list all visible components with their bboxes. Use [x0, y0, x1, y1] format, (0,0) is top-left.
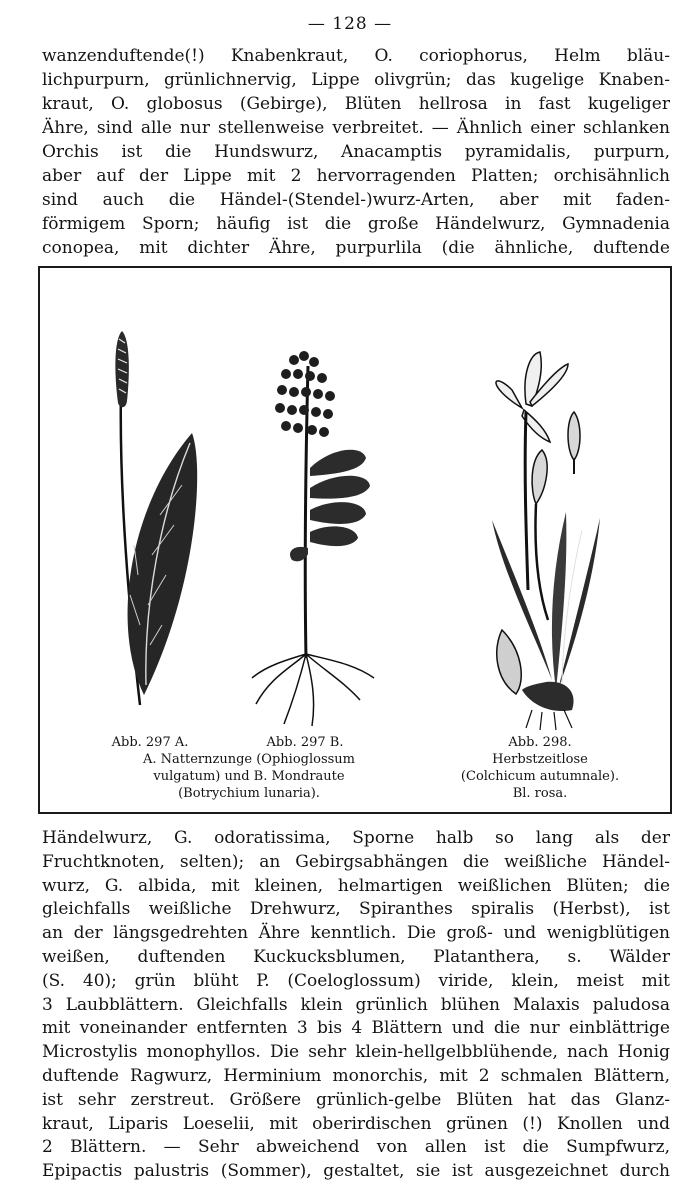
text-line: Epipactis palustris (Sommer), gestaltet, sie ist ausgezeichnet durch	[42, 1161, 670, 1182]
text-line: Händelwurz, G. odoratissima, Sporne halb so lang als der	[42, 828, 670, 848]
figure-297-caption	[104, 751, 394, 802]
text-line: conopea, mit dichter Ähre, purpurlila (die ähnliche, duftende	[42, 238, 670, 258]
top-text-block	[42, 44, 670, 260]
caption-line: Abb. 297 A.	[111, 735, 189, 750]
caption-line: Bl. rosa.	[512, 786, 568, 801]
caption-line: vulgatum) und B. Mondraute	[153, 769, 345, 784]
text-line: 3 Laubblättern. Gleichfalls klein grünlich blühen Malaxis paludosa	[42, 994, 670, 1015]
figure-298-caption	[430, 734, 650, 802]
caption-line: (Botrychium lunaria).	[178, 786, 320, 801]
text-line: Microstylis monophyllos. Die sehr klein-hellgelbblühende, nach Honig	[42, 1042, 670, 1063]
text-line: lichpurpurn, grünlichnervig, Lippe olivgrün; das kugelige Knaben-	[42, 70, 670, 90]
text-line: sind auch die Händel-(Stendel-)wurz-Arten, aber mit faden-	[42, 190, 670, 210]
text-line: Ähre, sind alle nur stellenweise verbreitet. — Ähnlich einer schlanken	[42, 118, 670, 138]
adders-tongue-illustration	[100, 325, 210, 715]
caption-line: Herbstzeitlose	[492, 752, 588, 767]
caption-line: (Colchicum autumnale).	[460, 769, 620, 784]
text-line: wurz, G. albida, mit kleinen, helmartigen weißlichen Blüten; die	[42, 875, 670, 896]
text-line: förmigem Sporn; häufig ist die große Händelwurz, Gymnadenia	[42, 214, 670, 234]
caption-line: Abb. 298.	[508, 735, 572, 750]
text-line: kraut, Liparis Loeselii, mit oberirdischen grünen (!) Knollen und	[42, 1113, 670, 1134]
text-line: Fruchtknoten, selten); an Gebirgsabhängen die weißliche Händel-	[42, 851, 670, 872]
text-line: an der längsgedrehten Ähre kenntlich. Die groß- und wenigblütigen	[42, 923, 670, 944]
caption-line: A. Natternzunge (Ophioglossum	[142, 752, 355, 767]
caption-line: Abb. 297 B.	[266, 735, 344, 750]
moonwort-illustration	[250, 348, 380, 728]
page-number-dash-right: —	[367, 14, 393, 34]
text-line: ist sehr zerstreut. Größere grünlich-gelbe Blüten hat das Glanz-	[42, 1089, 670, 1110]
text-line: weißen, duftenden Kuckucksblumen, Platanthera, s. Wälder	[42, 946, 670, 967]
text-line: gleichfalls weißliche Drehwurz, Spiranthes spiralis (Herbst), ist	[42, 899, 670, 920]
text-line: kraut, O. globosus (Gebirge), Blüten hellrosa in fast kugeliger	[42, 94, 670, 114]
page-number-value: 128	[332, 14, 368, 34]
figure-297a-label	[100, 734, 200, 751]
text-line: Orchis ist die Hundswurz, Anacamptis pyramidalis, purpurn,	[42, 142, 670, 162]
text-line: mit voneinander entfernten 3 bis 4 Blättern und die nur einblättrige	[42, 1018, 670, 1039]
figure-297b-label	[255, 734, 355, 751]
page-number-dash-left: —	[307, 14, 333, 34]
text-line: aber auf der Lippe mit 2 hervorragenden Platten; orchisähnlich	[42, 166, 670, 186]
text-line: wanzenduftende(!) Knabenkraut, O. coriophorus, Helm bläu-	[42, 46, 670, 66]
text-line: (S. 40); grün blüht P. (Coeloglossum) viride, klein, meist mit	[42, 970, 670, 991]
autumn-crocus-illustration	[482, 350, 612, 730]
text-line: duftende Ragwurz, Herminium monorchis, mit 2 schmalen Blättern,	[42, 1065, 670, 1086]
page-number	[0, 14, 700, 34]
text-line: 2 Blättern. — Sehr abweichend von allen ist die Sumpfwurz,	[42, 1137, 670, 1158]
bottom-text-block	[42, 827, 670, 1184]
